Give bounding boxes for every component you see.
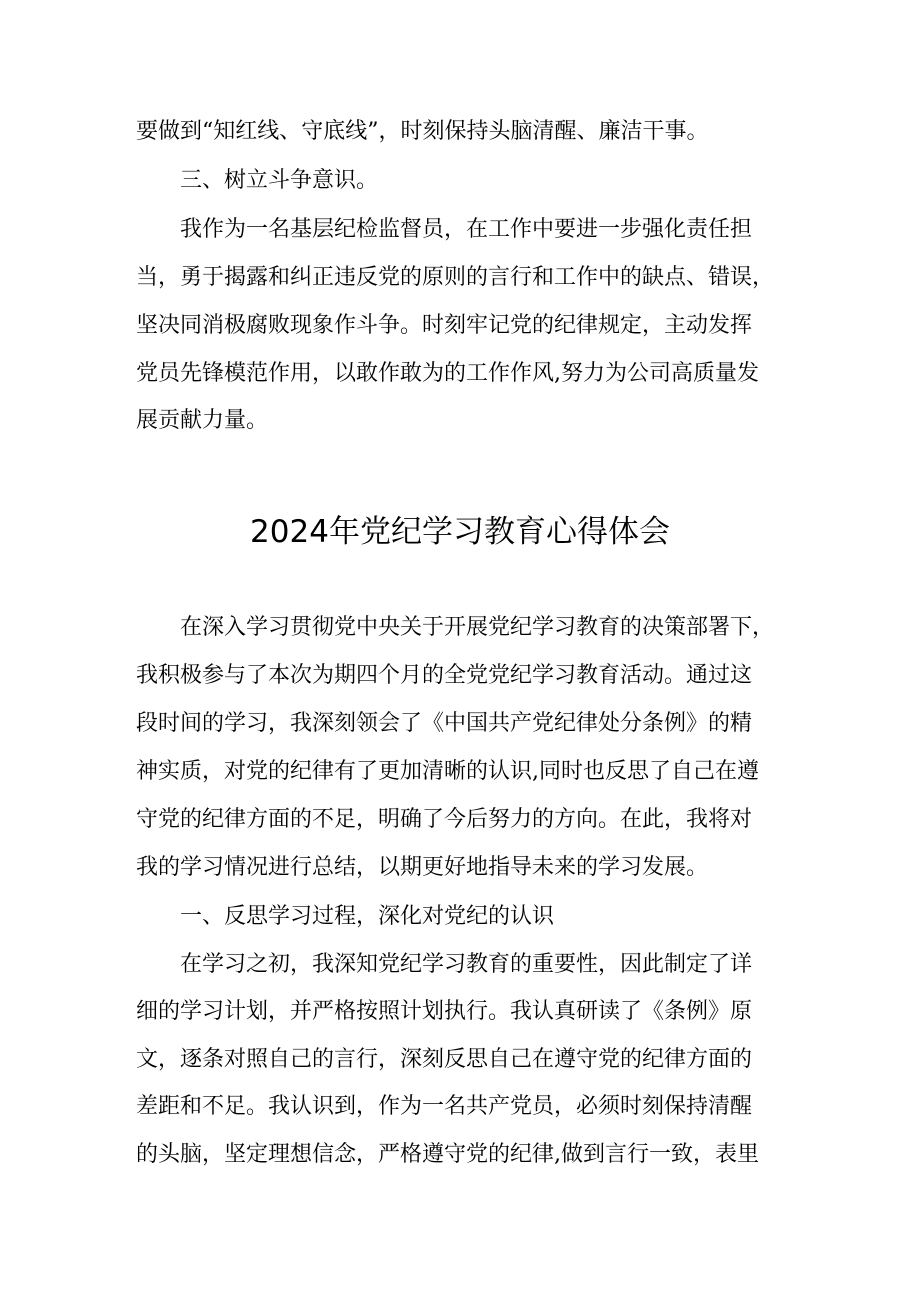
article-title: 2024年党纪学习教育心得体会: [250, 514, 670, 550]
paragraph-line: 在深入学习贯彻党中央关于开展党纪学习教育的决策部署下，: [180, 615, 775, 640]
paragraph-line: 的头脑，坚定理想信念，严格遵守党的纪律,做到言行一致，表里: [136, 1142, 759, 1167]
paragraph-line: 守党的纪律方面的不足，明确了今后努力的方向。在此，我将对: [136, 807, 753, 832]
section-heading: 一、反思学习过程，深化对党纪的认识: [180, 904, 555, 929]
paragraph-line: 我作为一名基层纪检监督员，在工作中要进一步强化责任担: [180, 217, 753, 242]
paragraph-line: 当，勇于揭露和纠正违反党的原则的言行和工作中的缺点、错误，: [136, 265, 775, 290]
paragraph-line: 坚决同消极腐败现象作斗争。时刻牢记党的纪律规定，主动发挥: [136, 313, 753, 338]
paragraph-line: 在学习之初，我深知党纪学习教育的重要性，因此制定了详: [180, 952, 753, 977]
paragraph-line: 展贡献力量。: [136, 408, 269, 433]
paragraph-line: 党员先锋模范作用，以敢作敢为的工作作风,努力为公司高质量发: [136, 361, 759, 386]
paragraph-line: 要做到“知红线、守底线”，时刻保持头脑清醒、廉洁干事。: [136, 119, 709, 144]
paragraph-line: 细的学习计划，并严格按照计划执行。我认真研读了《条例》原: [136, 999, 753, 1024]
paragraph-line: 段时间的学习，我深刻领会了《中国共产党纪律处分条例》的精: [136, 711, 753, 736]
paragraph-line: 我的学习情况进行总结，以期更好地指导未来的学习发展。: [136, 855, 709, 880]
paragraph-line: 我积极参与了本次为期四个月的全党党纪学习教育活动。通过这: [136, 663, 753, 688]
section-heading: 三、树立斗争意识。: [180, 168, 379, 193]
paragraph-line: 差距和不足。我认识到，作为一名共产党员，必须时刻保持清醒: [136, 1094, 753, 1119]
paragraph-line: 文，逐条对照自己的言行，深刻反思自己在遵守党的纪律方面的: [136, 1047, 753, 1072]
paragraph-line: 神实质，对党的纪律有了更加清晰的认识,同时也反思了自己在遵: [136, 759, 759, 784]
